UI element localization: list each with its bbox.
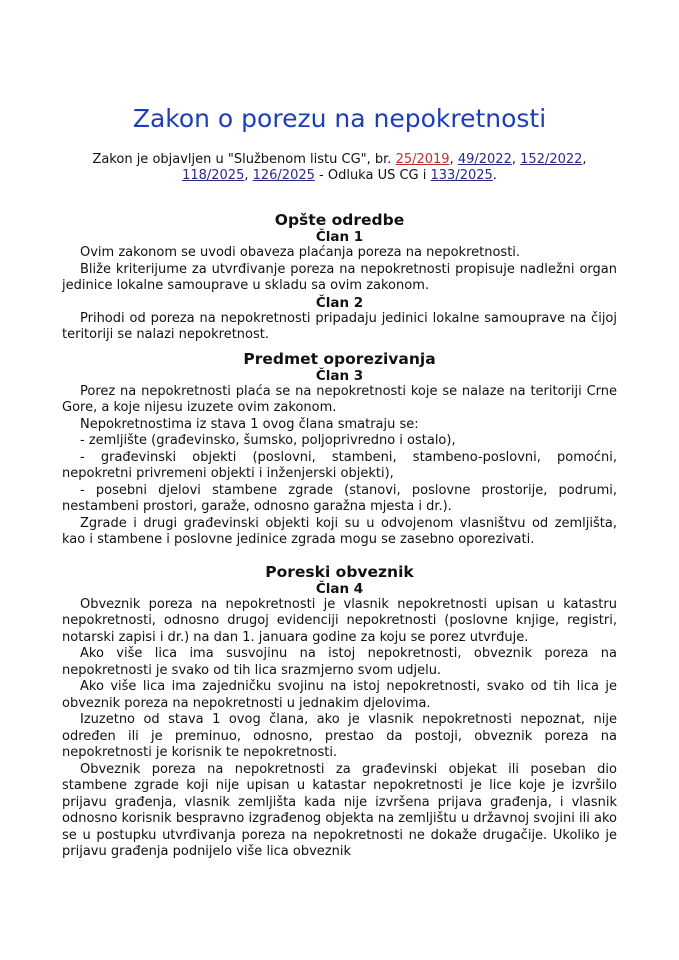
article-paragraph: Zgrade i drugi građevinski objekti koji su u odvojenom vlasništvu od zemljišta, kao i stambene i poslovne jedinice zgrada mogu se zasebno oporezivati. — [62, 515, 617, 547]
publication-separator: - Odluka US CG i — [314, 168, 431, 183]
section-heading: Opšte odredbe — [274, 211, 405, 229]
publication-separator: , — [582, 152, 587, 167]
article-paragraph: Obveznik poreza na nepokretnosti je vlasnik nepokretnosti upisan u katastru nepokretnosti, odnosno drugoj evidenciji nepokretnosti (poslovne knjige, registri, notarski zapisi i dr.) na dan 1. januara godine za koju se porez utvrđuje. — [62, 596, 617, 645]
article-paragraph: - zemljište (građevinsko, šumsko, poljoprivredno i ostalo), — [80, 433, 456, 448]
article-paragraph: - posebni djelovi stambene zgrade (stanovi, poslovne prostorije, podrumi, nestambeni prostori, garaže, odnosno garažna mjesta i dr.). — [62, 482, 617, 514]
section-heading: Predmet oporezivanja — [243, 349, 436, 368]
gazette-link[interactable]: 49/2022 — [457, 152, 512, 167]
publication-separator: . — [492, 168, 497, 183]
article-label: Član 4 — [315, 580, 364, 597]
article-label: Član 1 — [315, 229, 364, 245]
article-paragraph: Nepokretnostima iz stava 1 ovog člana smatraju se: — [80, 416, 419, 432]
gazette-link[interactable]: 118/2025 — [182, 168, 245, 183]
publication-separator: , — [511, 152, 521, 167]
article-paragraph: Izuzetno od stava 1 ovog člana, ako je vlasnik nepokretnosti nepoznat, nije određen ili je preminuo, odnosno, prestao da postoji, obveznik poreza na nepokretnosti je korisnik te nepokretnosti. — [62, 712, 617, 760]
publication-separator: , — [244, 168, 253, 183]
publication-separator: , — [449, 152, 458, 167]
article-label: Član 2 — [315, 294, 364, 311]
article-paragraph: Ako više lica ima susvojinu na istoj nepokretnosti, obveznik poreza na nepokretnosti je svako od tih lica srazmjerno svom udjelu. — [62, 646, 617, 678]
article-paragraph: Bliže kriterijume za utvrđivanje poreza na nepokretnosti propisuje nadležni organ jedinice lokalne samouprave u skladu sa ovim zakonom. — [62, 261, 617, 293]
section-heading: Poreski obveznik — [265, 562, 414, 581]
gazette-link[interactable]: 133/2025 — [430, 168, 493, 183]
publication-prefix: Zakon je objavljen u "Službenom listu CG", br. — [92, 152, 396, 167]
gazette-link[interactable]: 25/2019 — [395, 152, 450, 167]
article-paragraph: Porez na nepokretnosti plaća se na nepokretnosti koje se nalaze na teritoriji Crne Gore, a koje nijesu izuzete ovim zakonom. — [62, 383, 617, 415]
document-body — [62, 211, 617, 861]
article-paragraph: Prihodi od poreza na nepokretnosti pripadaju jedinici lokalne samouprave na čijoj teritoriji se nalazi nepokretnost. — [62, 310, 617, 342]
article-paragraph: Obveznik poreza na nepokretnosti za građevinski objekat ili poseban dio stambene zgrade koji nije upisan u katastar nepokretnosti je lice koje je izvršilo prijavu građenja, vlasnik zemljišta kada nije izvršena prijava građenja, i vlasnik odnosno korisnik bespravno izgrađenog objekta na zemljištu u državnoj svojini ili ako se u postupku utvrđivanja poreza na nepokretnosti ne dokaže drugačije. Ukoliko je prijavu građenja podnijelo više lica obveznik — [62, 761, 617, 859]
article-paragraph: Ovim zakonom se uvodi obaveza plaćanja poreza na nepokretnosti. — [80, 245, 521, 260]
gazette-link[interactable]: 152/2022 — [520, 152, 583, 167]
publication-info — [62, 152, 617, 184]
article-paragraph: - građevinski objekti (poslovni, stambeni, stambeno-poslovni, pomoćni, nepokretni privremeni objekti i inženjerski objekti), — [62, 449, 617, 481]
article-paragraph: Ako više lica ima zajedničku svojinu na istoj nepokretnosti, svako od tih lica je obveznik poreza na nepokretnosti u jednakim djelovima. — [62, 679, 617, 711]
article-label: Član 3 — [315, 367, 364, 384]
document-title: Zakon o porezu na nepokretnosti — [132, 104, 547, 133]
gazette-link[interactable]: 126/2025 — [252, 168, 315, 183]
